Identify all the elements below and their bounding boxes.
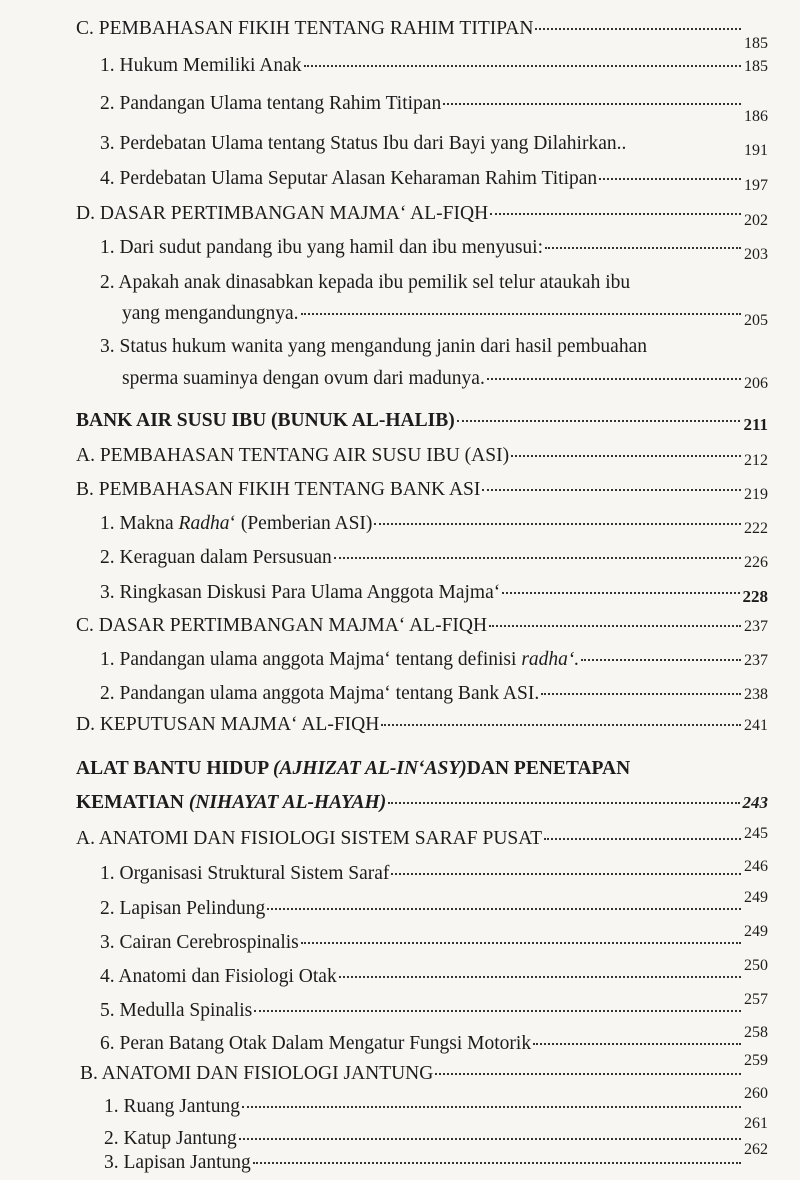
toc-entry[interactable] (100, 957, 768, 988)
toc-entry-page: 203 (744, 246, 768, 263)
toc-entry-page: 219 (744, 486, 768, 503)
toc-entry-page: 185 (744, 58, 768, 75)
toc-entry[interactable] (122, 368, 768, 390)
toc-entry-page: 258 (744, 1024, 768, 1041)
toc-entry[interactable] (100, 93, 768, 125)
toc-entry-text: A. PEMBAHASAN TENTANG AIR SUSU IBU (ASI) (76, 445, 510, 466)
toc-entry[interactable] (100, 168, 768, 194)
toc-entry[interactable] (104, 1141, 768, 1174)
leader-dots (334, 557, 741, 559)
toc-entry[interactable] (122, 303, 768, 329)
toc-entry-page: 202 (744, 212, 768, 229)
toc-entry-text: D. DASAR PERTIMBANGAN MAJMA‘ AL-FIQH (76, 203, 489, 224)
toc-entry-page: 228 (742, 587, 768, 606)
toc-entry[interactable] (100, 582, 768, 604)
toc-chapter[interactable] (76, 792, 768, 814)
toc-entry[interactable] (100, 513, 768, 535)
leader-dots (388, 802, 739, 804)
leader-dots (541, 693, 741, 695)
toc-entry[interactable] (100, 237, 768, 263)
toc-entry-text: 3. Ringkasan Diskusi Para Ulama Anggota Majma‘ (100, 582, 501, 603)
toc-entry-page: 249 (744, 889, 768, 906)
toc-entry[interactable] (100, 547, 768, 569)
toc-entry-text: 3. Lapisan Jantung (104, 1152, 251, 1173)
toc-entry-page: 249 (744, 923, 768, 940)
toc-entry-page: 237 (744, 652, 768, 669)
toc-entry-text: 3. Perdebatan Ulama tentang Status Ibu dari Bayi yang Dilahirkan.. (100, 133, 627, 154)
leader-dots (339, 976, 741, 978)
leader-dots (487, 378, 741, 380)
leader-dots (267, 908, 741, 910)
toc-entry-text: A. ANATOMI DAN FISIOLOGI SISTEM SARAF PUSAT (76, 828, 543, 849)
leader-dots (374, 523, 741, 525)
leader-dots (301, 313, 741, 315)
toc-entry-text: 1. Pandangan ulama anggota Majma‘ tentang definisi radha‘. (100, 649, 580, 670)
toc-entry-text: 6. Peran Batang Otak Dalam Mengatur Fungsi Motorik (100, 1033, 532, 1054)
toc-entry-text: 1. Organisasi Struktural Sistem Saraf (100, 863, 390, 884)
toc-entry-page: 191 (744, 142, 768, 159)
toc-entry-text: 3. Cairan Cerebrospinalis (100, 932, 299, 953)
toc-entry-page: 246 (744, 858, 768, 875)
toc-entry-page: 206 (744, 375, 768, 392)
toc-entry[interactable] (100, 858, 768, 885)
toc-entry-text[interactable]: 2. Apakah anak dinasabkan kepada ibu pemilik sel telur ataukah ibu (100, 272, 631, 293)
toc-entry-page: 259 (744, 1052, 768, 1069)
toc-entry-text: BANK AIR SUSU IBU (BUNUK AL-HALIB) (76, 410, 455, 431)
leader-dots (502, 592, 739, 594)
toc-entry[interactable] (100, 55, 768, 77)
toc-entry[interactable] (76, 203, 768, 229)
leader-dots (482, 489, 741, 491)
toc-entry-page: 245 (744, 825, 768, 842)
toc-entry-page: 222 (744, 520, 768, 537)
leader-dots (511, 455, 741, 457)
toc-entry-page: 197 (744, 177, 768, 194)
toc-entry-text[interactable]: 3. Status hukum wanita yang mengandung janin dari hasil pembuahan (100, 336, 647, 357)
toc-entry-page: 186 (744, 108, 768, 125)
toc-entry-text: 1. Ruang Jantung (104, 1096, 240, 1117)
toc-entry-text: 1. Dari sudut pandang ibu yang hamil dan ibu menyusui: (100, 237, 544, 258)
toc-chapter-line-1[interactable]: ALAT BANTU HIDUP (AJHIZAT AL-IN‘ASY)DAN PENETAPAN (76, 758, 631, 779)
toc-chapter[interactable] (76, 410, 768, 432)
toc-entry-text: C. PEMBAHASAN FIKIH TENTANG RAHIM TITIPAN (76, 18, 534, 39)
toc-entry[interactable] (100, 133, 768, 159)
toc-entry-page: 226 (744, 554, 768, 571)
leader-dots (242, 1106, 741, 1108)
toc-entry-text: 1. Hukum Memiliki Anak (100, 55, 302, 76)
toc-entry[interactable] (80, 1052, 768, 1085)
toc-entry[interactable] (76, 479, 768, 501)
toc-entry-page: 261 (744, 1115, 768, 1132)
toc-entry-text: 4. Anatomi dan Fisiologi Otak (100, 966, 337, 987)
leader-dots (545, 247, 741, 249)
toc-entry[interactable] (104, 1115, 768, 1150)
toc-entry-page: 257 (744, 991, 768, 1008)
leader-dots (435, 1073, 741, 1075)
leader-dots (535, 28, 741, 30)
toc-entry-page: 238 (744, 686, 768, 703)
toc-entry-page: 212 (744, 452, 768, 469)
toc-entry-page: 237 (744, 618, 768, 635)
toc-entry-text: D. KEPUTUSAN MAJMA‘ AL-FIQH (76, 714, 380, 735)
toc-entry[interactable] (100, 991, 768, 1022)
toc-entry[interactable] (100, 683, 768, 705)
toc-entry-text: yang mengandungnya. (122, 303, 299, 324)
leader-dots (599, 178, 741, 180)
toc-entry[interactable] (76, 825, 768, 850)
toc-entry[interactable] (100, 889, 768, 920)
leader-dots (254, 1010, 741, 1012)
toc-entry[interactable] (104, 1085, 768, 1118)
toc-entry-text: 2. Lapisan Pelindung (100, 898, 266, 919)
leader-dots (443, 103, 741, 105)
toc-entry[interactable] (76, 714, 768, 736)
toc-entry-page: 250 (744, 957, 768, 974)
leader-dots (581, 659, 741, 661)
leader-dots (253, 1162, 741, 1164)
leader-dots (239, 1138, 741, 1140)
toc-entry-page: 211 (743, 415, 768, 434)
leader-dots (489, 625, 741, 627)
toc-entry-page: 262 (744, 1141, 768, 1158)
toc-entry-page: 243 (742, 793, 768, 812)
leader-dots (533, 1043, 741, 1045)
toc-entry[interactable] (100, 1024, 768, 1055)
leader-dots (457, 420, 741, 422)
toc-entry[interactable] (100, 923, 768, 954)
leader-dots (490, 213, 741, 215)
leader-dots (544, 838, 741, 840)
toc-entry-page: 241 (744, 717, 768, 734)
toc-entry[interactable] (100, 649, 768, 671)
toc-entry-text: 2. Keraguan dalam Persusuan (100, 547, 332, 568)
toc-entry[interactable] (76, 18, 768, 52)
toc-entry[interactable] (76, 445, 768, 467)
toc-entry-text: B. PEMBAHASAN FIKIH TENTANG BANK ASI (76, 479, 481, 500)
toc-entry-page: 185 (744, 35, 768, 52)
toc-entry-text: C. DASAR PERTIMBANGAN MAJMA‘ AL-FIQH (76, 615, 488, 636)
toc-entry-text: sperma suaminya dengan ovum dari madunya. (122, 368, 485, 389)
toc-entry-text: 2. Pandangan Ulama tentang Rahim Titipan (100, 93, 442, 114)
leader-dots (304, 65, 742, 67)
toc-entry[interactable] (76, 615, 768, 637)
toc-entry-text: B. ANATOMI DAN FISIOLOGI JANTUNG (80, 1063, 434, 1084)
toc-entry-text: 5. Medulla Spinalis (100, 1000, 253, 1021)
toc-entry-page: 260 (744, 1085, 768, 1102)
toc-entry-text: KEMATIAN (NIHAYAT AL-HAYAH) (76, 792, 387, 813)
leader-dots (391, 873, 741, 875)
toc-entry-page: 205 (744, 312, 768, 329)
toc-entry-text: 2. Katup Jantung (104, 1128, 237, 1149)
leader-dots (301, 942, 741, 944)
toc-entry-text: 4. Perdebatan Ulama Seputar Alasan Keharaman Rahim Titipan (100, 168, 598, 189)
leader-dots (381, 724, 741, 726)
toc-entry-text: 2. Pandangan ulama anggota Majma‘ tentang Bank ASI. (100, 683, 540, 704)
toc-entry-text: 1. Makna Radha‘ (Pemberian ASI) (100, 513, 373, 534)
